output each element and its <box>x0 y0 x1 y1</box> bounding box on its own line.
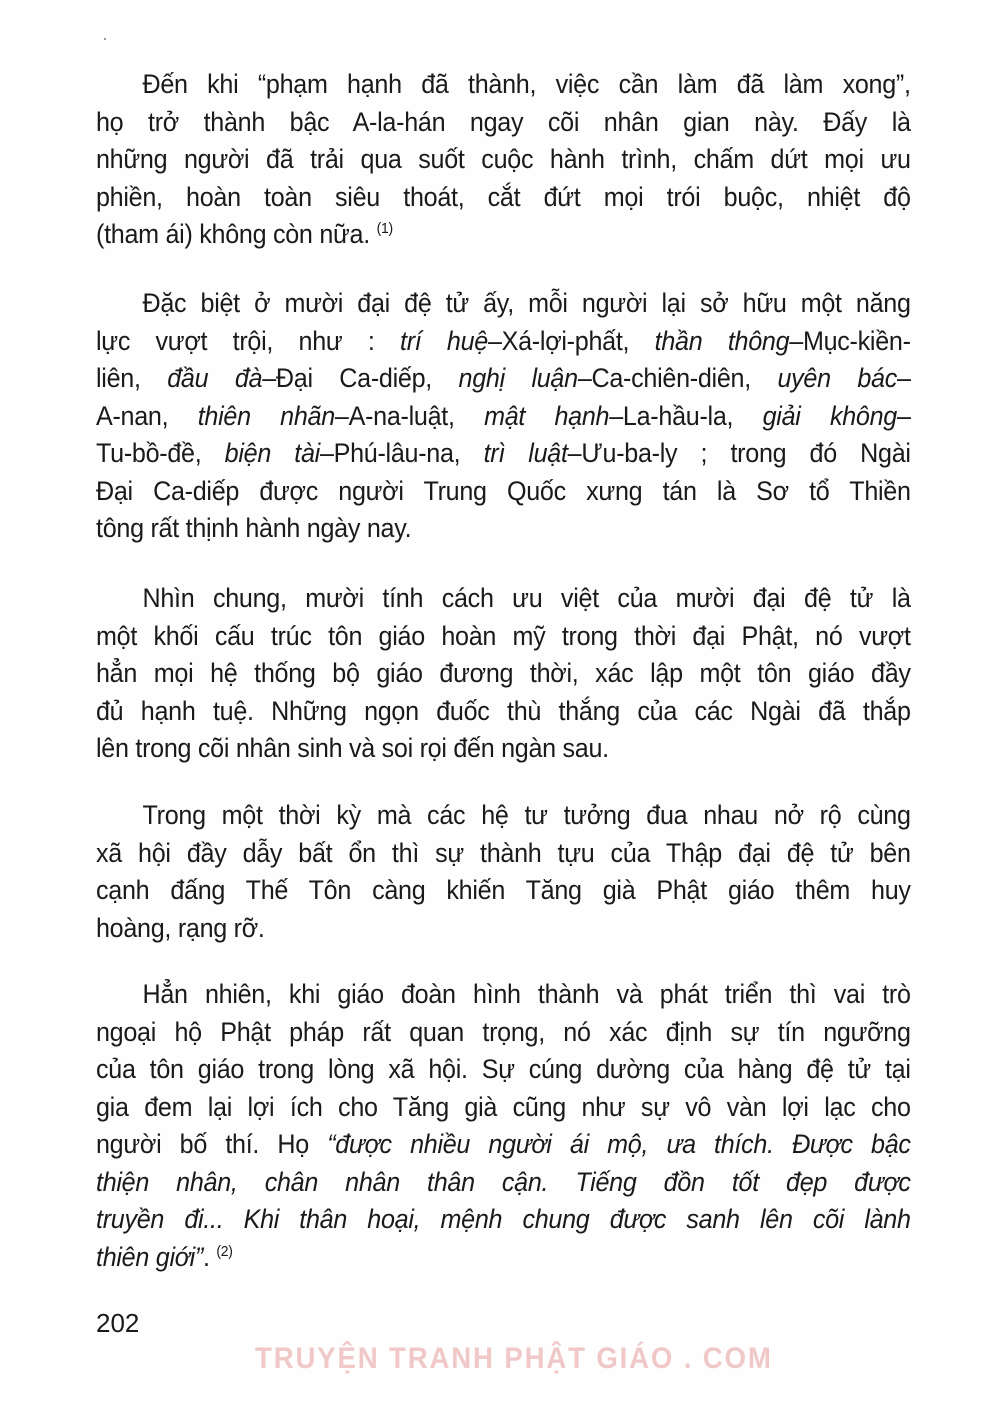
text-line: Hẳn nhiên, khi giáo đoàn hình thành và phát triển thì vai trò <box>142 979 911 1009</box>
text-run: liên, <box>96 363 168 393</box>
text-line: hoàng, rạng rỡ. <box>96 912 265 943</box>
virtue-term: đầu đà <box>167 363 263 393</box>
text-line <box>96 1126 911 1164</box>
quotation: “được nhiều người ái mộ, ưa thích. Được bậc <box>327 1129 911 1159</box>
disciple-name: A-nan, <box>96 400 198 431</box>
text-line: ngoại hộ Phật pháp rất quan trọng, nó xác định sự tín ngưỡng <box>96 1016 911 1047</box>
text-line: Nhìn chung, mười tính cách ưu việt của mười đại đệ tử là <box>142 583 911 613</box>
paragraph-3 <box>96 580 911 768</box>
disciple-name: –Mục-kiền- <box>789 325 911 356</box>
scan-speck <box>104 38 106 40</box>
text-line <box>96 323 911 361</box>
paragraph-2 <box>96 285 911 548</box>
page-number: 202 <box>96 1308 140 1338</box>
text-line: hẳn mọi hệ thống bộ giáo đương thời, xác lập một tôn giáo đầy <box>96 658 911 688</box>
text-line: họ trở thành bậc A-la-hán ngay cõi nhân gian này. Đấy là <box>96 106 911 137</box>
text-line: gia đem lại lợi ích cho Tăng già cũng như sự vô vàn lợi lạc cho <box>96 1091 911 1122</box>
text-line: phiền, hoàn toàn siêu thoát, cắt đứt mọi trói buộc, nhiệt độ <box>96 181 911 212</box>
text-line: Trong một thời kỳ mà các hệ tư tưởng đua nhau nở rộ cùng <box>142 800 911 830</box>
paragraph-5 <box>96 976 911 1276</box>
paragraph-1 <box>96 66 911 254</box>
text-line: xã hội đầy dẫy bất ổn thì sự thành tựu của Thập đại đệ tử bên <box>96 837 911 868</box>
text-run: (tham ái) không còn nữa. <box>96 219 370 249</box>
text-line: của tôn giáo trong lòng xã hội. Sự cúng dường của hàng đệ tử tại <box>96 1054 911 1084</box>
text-run: . <box>203 1241 210 1272</box>
text-line <box>96 1201 911 1239</box>
text-line: lên trong cõi nhân sinh và soi rọi đến ngàn sau. <box>96 733 609 763</box>
text-line <box>96 1164 911 1202</box>
text-run: người bố thí. Họ <box>96 1129 328 1159</box>
text-line: tông rất thịnh hành ngày nay. <box>96 513 412 543</box>
disciple-name: –Đại Ca-diếp, <box>262 363 459 393</box>
text-line <box>96 216 911 254</box>
watermark: TRUYỆN TRANH PHẬT GIÁO . COM <box>255 1342 773 1375</box>
virtue-term: giải không <box>762 400 897 431</box>
disciple-name: –Phú-lâu-na, <box>319 438 484 468</box>
quotation: truyền đi... Khi thân hoại, mệnh chung được sanh lên cõi lành <box>96 1204 911 1234</box>
disciple-name: Tu-bồ-đề, <box>96 438 225 468</box>
footnote-marker: (2) <box>216 1242 233 1260</box>
text-line: Đặc biệt ở mười đại đệ tử ấy, mỗi người lại sở hữu một năng <box>142 288 911 318</box>
disciple-name: –Xá-lợi-phất, <box>487 325 655 356</box>
virtue-term: mật hạnh <box>484 400 610 431</box>
virtue-term: thiên nhãn <box>197 400 335 431</box>
virtue-term: biện tài <box>224 438 320 468</box>
text-line: đủ hạnh tuệ. Những ngọn đuốc thù thắng của các Ngài đã thắp <box>96 695 911 726</box>
quotation: thiên giới” <box>96 1241 204 1272</box>
text-line <box>96 1239 911 1277</box>
disciple-name: –La-hầu-la, <box>609 400 763 431</box>
text-line: cạnh đấng Thế Tôn càng khiến Tăng già Phật giáo thêm huy <box>96 875 911 905</box>
text-run: – <box>896 400 911 431</box>
text-line: một khối cấu trúc tôn giáo hoàn mỹ trong thời đại Phật, nó vượt <box>96 620 911 651</box>
virtue-term: trí huệ <box>399 325 488 356</box>
virtue-term: thần thông <box>654 325 790 356</box>
text-run: – <box>897 363 911 393</box>
quotation: thiện nhân, chân nhân thân cận. Tiếng đồn tốt đẹp được <box>96 1166 911 1197</box>
footnote-marker: (1) <box>376 220 393 237</box>
disciple-name: –Ca-chiên-diên, <box>577 363 778 393</box>
text-line: Đến khi “phạm hạnh đã thành, việc cần làm đã làm xong”, <box>142 69 911 99</box>
text-line: những người đã trải qua suốt cuộc hành trình, chấm dứt mọi ưu <box>96 144 911 174</box>
text-line <box>96 398 911 436</box>
virtue-term: trì luật <box>483 438 568 468</box>
text-run: –Ưu-ba-ly ; trong đó Ngài <box>567 438 911 468</box>
virtue-term: uyên bác <box>777 363 898 393</box>
text-line <box>96 435 911 473</box>
text-run: lực vượt trội, như : <box>96 325 400 356</box>
text-line <box>96 360 911 398</box>
virtue-term: nghị luận <box>458 363 578 393</box>
text-line: Đại Ca-diếp được người Trung Quốc xưng tán là Sơ tổ Thiền <box>96 475 911 506</box>
disciple-name: –A-na-luật, <box>334 400 485 431</box>
paragraph-4 <box>96 797 911 947</box>
